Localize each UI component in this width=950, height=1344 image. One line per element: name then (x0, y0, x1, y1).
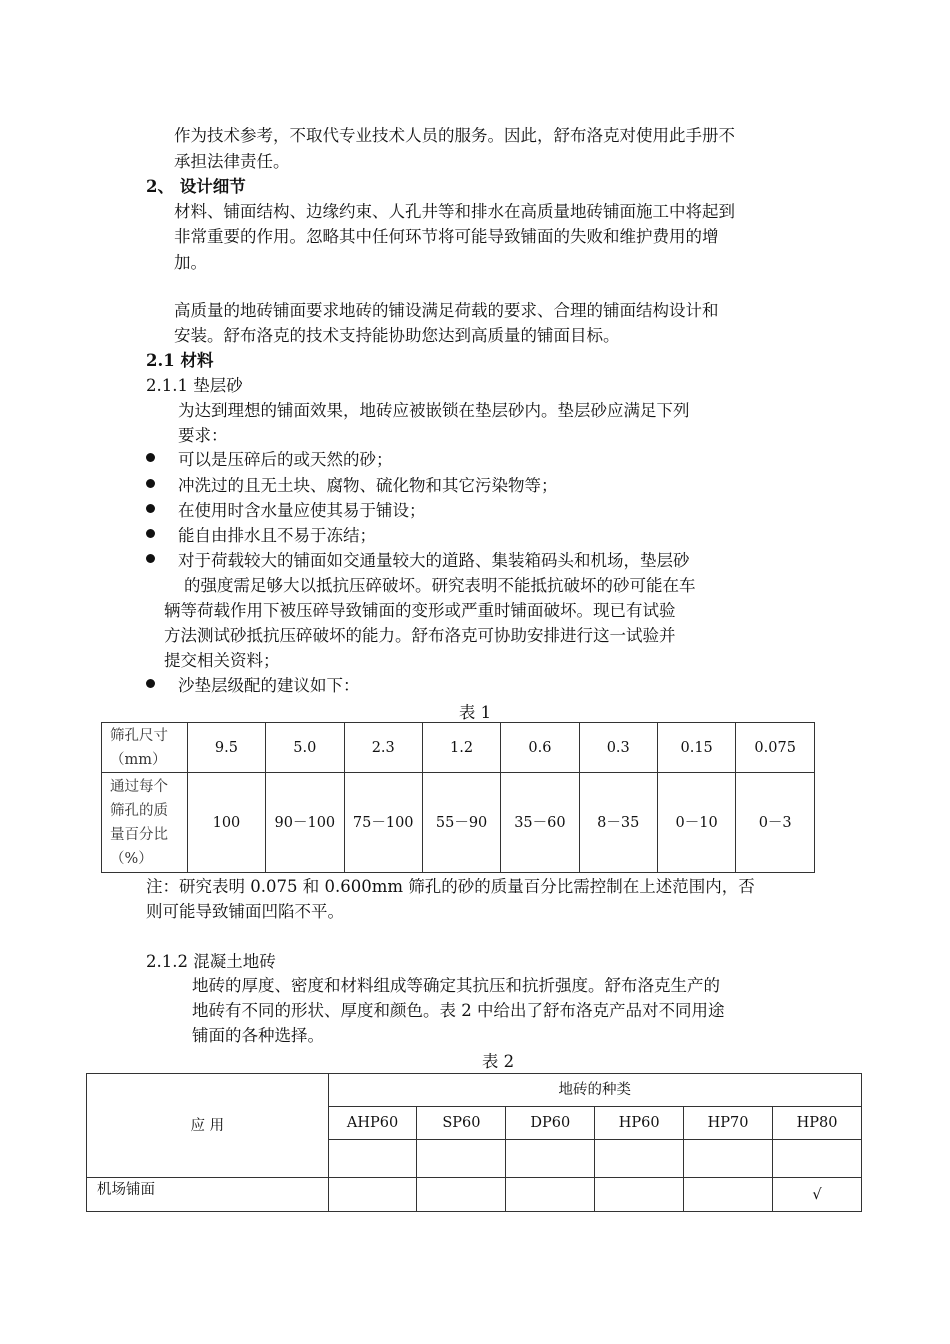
table-cell: 1.2 (422, 723, 500, 773)
table-cell: 90－100 (266, 773, 344, 873)
sieve-size-unit: （mm） (110, 751, 167, 768)
table-cell (328, 1140, 417, 1178)
sieve-size-label: 筛孔尺寸 (110, 727, 168, 744)
percent-label-line: 通过每个 (110, 778, 168, 795)
table-cell: 5.0 (266, 723, 344, 773)
mark-cell: √ (773, 1178, 862, 1212)
section-2-1-heading: 2.1 材料 (146, 351, 214, 370)
sand-intro-line-1: 为达到理想的铺面效果，地砖应被嵌锁在垫层砂内。垫层砂应满足下列 (178, 401, 690, 420)
bullet-dot (146, 479, 155, 488)
section-2-1-1-heading: 2.1.1 垫层砂 (146, 376, 243, 395)
tile-para-line-2: 地砖有不同的形状、厚度和颜色。表 2 中给出了舒布洛克产品对不同用途 (192, 1001, 725, 1020)
table-row (87, 1074, 862, 1107)
bullet-item-4: 能自由排水且不易于冻结； (178, 526, 376, 545)
table-cell: 100 (187, 773, 265, 873)
tile-para-line-3: 铺面的各种选择。 (192, 1026, 324, 1045)
tile-type-cell: HP70 (684, 1107, 773, 1140)
bullet-dot (146, 554, 155, 563)
mark-cell (506, 1178, 595, 1212)
section-2-heading: 2、 设计细节 (146, 177, 246, 196)
table-row (102, 773, 815, 873)
table-cell: 0.3 (579, 723, 657, 773)
table-cell (417, 1140, 506, 1178)
table-cell: 8－35 (579, 773, 657, 873)
table-row (102, 723, 815, 773)
section-2-para2-line-2: 安装。舒布洛克的技术支持能协助您达到高质量的铺面目标。 (174, 326, 620, 345)
section-2-para1-line-1: 材料、铺面结构、边缘约束、人孔井等和排水在高质量地砖铺面施工中将起到 (174, 202, 735, 221)
tile-para-line-1: 地砖的厚度、密度和材料组成等确定其抗压和抗折强度。舒布洛克生产的 (192, 976, 720, 995)
table-cell: 75－100 (344, 773, 422, 873)
table-header-cell (102, 723, 188, 773)
tile-type-cell: SP60 (417, 1107, 506, 1140)
mark-cell (595, 1178, 684, 1212)
bullet-5-cont-4: 提交相关资料； (164, 651, 280, 670)
intro-line-2: 承担法律责任。 (174, 152, 290, 171)
tile-type-cell: AHP60 (328, 1107, 417, 1140)
sand-gradation-table (101, 722, 815, 873)
mark-cell (417, 1178, 506, 1212)
section-2-para2-line-1: 高质量的地砖铺面要求地砖的铺设满足荷载的要求、合理的铺面结构设计和 (174, 301, 719, 320)
bullet-dot (146, 679, 155, 688)
section-2-para1-line-2: 非常重要的作用。忽略其中任何环节将可能导致铺面的失败和维护费用的增 (174, 227, 719, 246)
tile-application-table (86, 1073, 862, 1212)
table-row (87, 1178, 862, 1212)
table-cell: 2.3 (344, 723, 422, 773)
bullet-5-cont-3: 方法测试砂抵抗压碎破坏的能力。舒布洛克可协助安排进行这一试验并 (164, 626, 676, 645)
percent-label-line: 量百分比 (110, 826, 168, 843)
table-2-caption: 表 2 (481, 1052, 515, 1071)
table-1-caption: 表 1 (458, 703, 492, 722)
bullet-item-3: 在使用时含水量应使其易于铺设； (178, 501, 426, 520)
mark-cell (328, 1178, 417, 1212)
table-cell: 35－60 (501, 773, 579, 873)
bullet-dot (146, 529, 155, 538)
sand-intro-line-2: 要求： (178, 426, 228, 445)
section-2-para1-line-3: 加。 (174, 253, 207, 272)
table-1-note-line-2: 则可能导致铺面凹陷不平。 (146, 902, 344, 921)
table-cell (506, 1140, 595, 1178)
table-cell (773, 1140, 862, 1178)
bullet-dot (146, 453, 155, 462)
table-cell: 0.15 (657, 723, 735, 773)
table-header-cell (102, 773, 188, 873)
table-cell: 0－10 (657, 773, 735, 873)
bullet-item-2: 冲洗过的且无土块、腐物、硫化物和其它污染物等； (178, 476, 558, 495)
table-cell: 0.6 (501, 723, 579, 773)
application-header-cell: 应 用 (87, 1074, 329, 1178)
tile-type-cell: HP80 (773, 1107, 862, 1140)
bullet-dot (146, 504, 155, 513)
section-2-1-2-heading: 2.1.2 混凝土地砖 (146, 952, 276, 971)
percent-label-line: 筛孔的质 (110, 802, 168, 819)
intro-line-1: 作为技术参考，不取代专业技术人员的服务。因此，舒布洛克对使用此手册不 (174, 126, 735, 145)
bullet-item-6: 沙垫层级配的建议如下： (178, 676, 360, 695)
percent-label-line: （%） (110, 850, 153, 867)
table-cell (684, 1140, 773, 1178)
table-cell: 9.5 (187, 723, 265, 773)
table-1-note-line-1: 注：研究表明 0.075 和 0.600mm 筛孔的砂的质量百分比需控制在上述范围内，否 (146, 877, 755, 896)
tile-type-cell: DP60 (506, 1107, 595, 1140)
tile-type-header-cell: 地砖的种类 (328, 1074, 861, 1107)
tile-type-cell: HP60 (595, 1107, 684, 1140)
bullet-item-1: 可以是压碎后的或天然的砂； (178, 450, 393, 469)
bullet-item-5: 对于荷载较大的铺面如交通量较大的道路、集装箱码头和机场，垫层砂 (178, 551, 690, 570)
table-cell: 0.075 (736, 723, 815, 773)
table-cell (595, 1140, 684, 1178)
bullet-5-cont-1: 的强度需足够大以抵抗压碎破坏。研究表明不能抵抗破坏的砂可能在车 (184, 576, 696, 595)
table-cell: 0－3 (736, 773, 815, 873)
bullet-5-cont-2: 辆等荷载作用下被压碎导致铺面的变形或严重时铺面破坏。现已有试验 (164, 601, 676, 620)
application-cell: 机场铺面 (87, 1178, 329, 1212)
mark-cell (684, 1178, 773, 1212)
table-cell: 55－90 (422, 773, 500, 873)
